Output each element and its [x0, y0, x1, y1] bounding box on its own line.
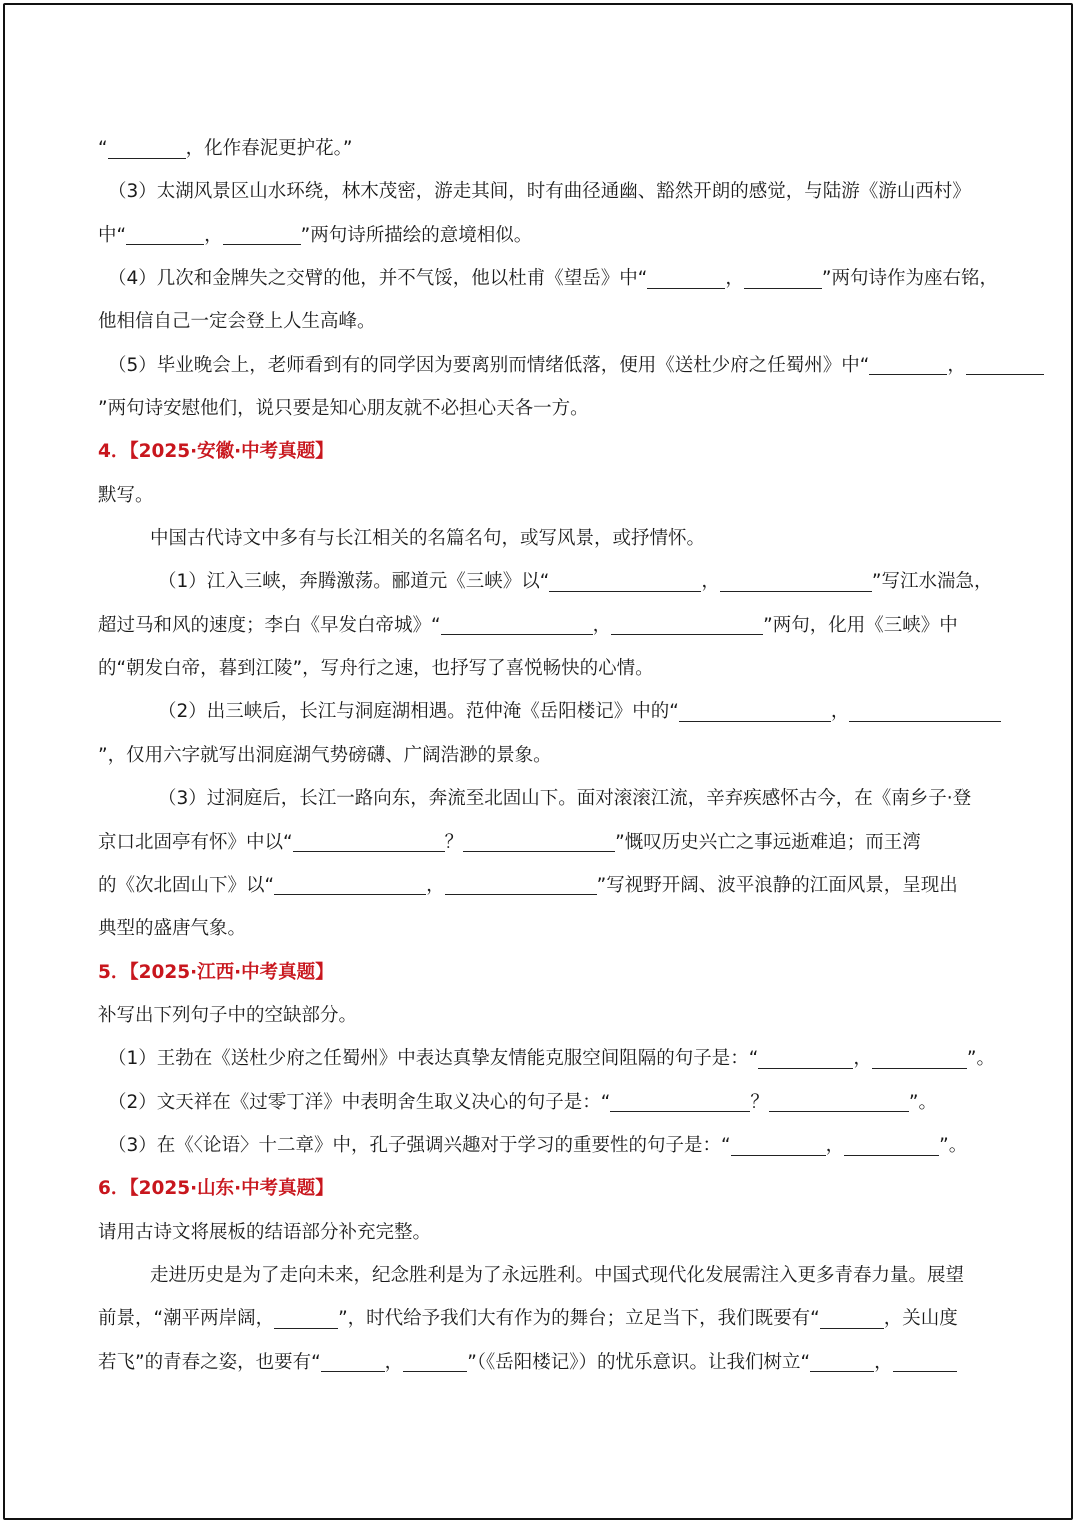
blank-line[interactable]: [274, 1308, 338, 1329]
text-line: 默写。: [98, 484, 154, 506]
text-line: （3）太湖风景区山水环绕，林木茂密，游走其间，时有曲径通幽、豁然开朗的感觉，与陆游《游山西村》: [108, 181, 971, 203]
blank-line[interactable]: [810, 1351, 874, 1372]
text-line: 中国古代诗文中多有与长江相关的名篇名句，或写风景，或抒情怀。: [150, 528, 706, 550]
blank-line[interactable]: [445, 874, 597, 895]
blank-line[interactable]: [720, 571, 872, 592]
text-line: （3）过洞庭后，长江一路向东，奔流至北固山下。面对滚滚江流，辛弃疾感怀古今，在《南乡子·登: [158, 788, 972, 810]
text-line: 请用古诗文将展板的结语部分补充完整。: [98, 1221, 432, 1243]
blank-line[interactable]: [549, 571, 701, 592]
text-line: 若飞”的青春之姿，也要有“ ， ”（《岳阳楼记》）的忧乐意识。让我们树立“ ，: [98, 1341, 1058, 1384]
text-line: “ ，化作春泥更护花。”: [98, 138, 353, 159]
exam-page: [98, 127, 1058, 1384]
text-line: ”两句诗安慰他们，说只要是知心朋友就不必担心天各一方。: [98, 398, 589, 420]
blank-line[interactable]: [293, 831, 445, 852]
text-line: （1）王勃在《送杜少府之任蜀州》中表达真挚友情能克服空间阻隔的句子是：“ ， ”。: [108, 1048, 995, 1070]
text-line: 典型的盛唐气象。: [98, 918, 247, 940]
blank-line[interactable]: [463, 831, 615, 852]
text-line: 补写出下列句子中的空缺部分。: [98, 1004, 358, 1026]
text-line: 他相信自己一定会登上人生高峰。: [98, 311, 376, 333]
question-header: 4．【2025·安徽·中考真题】: [98, 441, 334, 463]
text-line: （5）毕业晚会上，老师看到有的同学因为要离别而情绪低落，便用《送杜少府之任蜀州》中“ ，: [98, 344, 1058, 387]
blank-line[interactable]: [679, 701, 831, 722]
question-header: 6．【2025·山东·中考真题】: [98, 1178, 334, 1200]
blank-line[interactable]: [869, 354, 947, 375]
text-line: （1）江入三峡，奔腾激荡。郦道元《三峡》以“ ， ”写江水湍急，: [158, 571, 993, 593]
text-line: 超过马和风的速度；李白《早发白帝城》“ ， ”两句，化用《三峡》中: [98, 614, 958, 636]
blank-line[interactable]: [731, 1134, 826, 1155]
blank-line[interactable]: [321, 1351, 385, 1372]
blank-line[interactable]: [844, 1134, 939, 1155]
text-line: （3）在《〈论语〉十二章》中，孔子强调兴趣对于学习的重要性的句子是：“ ， ”。: [108, 1134, 968, 1156]
text-line: ”，仅用六字就写出洞庭湖气势磅礴、广阔浩渺的景象。: [98, 744, 552, 766]
blank-line[interactable]: [849, 701, 1001, 722]
text-line: 走进历史是为了走向未来，纪念胜利是为了永远胜利。中国式现代化发展需注入更多青春力量。展望: [150, 1264, 965, 1286]
question-header: 5．【2025·江西·中考真题】: [98, 961, 334, 983]
text-line: 京口北固亭有怀》中以“ ？ ”慨叹历史兴亡之事远逝难追；而王湾: [98, 831, 921, 853]
text-line: 的“朝发白帝，暮到江陵”，写舟行之速，也抒写了喜悦畅快的心情。: [98, 658, 654, 680]
text-line: （4）几次和金牌失之交臂的他，并不气馁，他以杜甫《望岳》中“ ， ”两句诗作为座右铭，: [108, 268, 998, 290]
blank-line[interactable]: [108, 137, 186, 158]
blank-line[interactable]: [274, 874, 426, 895]
blank-line[interactable]: [769, 1091, 909, 1112]
blank-line[interactable]: [441, 614, 593, 635]
blank-line[interactable]: [610, 1091, 750, 1112]
text-line: 中“ ， ”两句诗所描绘的意境相似。: [98, 224, 533, 246]
blank-line[interactable]: [758, 1048, 853, 1069]
text-line: （2）出三峡后，长江与洞庭湖相遇。范仲淹《岳阳楼记》中的“ ，: [98, 690, 1058, 733]
blank-line[interactable]: [744, 267, 822, 288]
blank-line[interactable]: [966, 354, 1044, 375]
blank-line[interactable]: [126, 224, 204, 245]
blank-line[interactable]: [223, 224, 301, 245]
blank-line[interactable]: [820, 1308, 884, 1329]
text-line: （2）文天祥在《过零丁洋》中表明舍生取义决心的句子是：“ ？ ”。: [108, 1091, 937, 1113]
text-line: 的《次北固山下》以“ ， ”写视野开阔、波平浪静的江面风景，呈现出: [98, 874, 958, 896]
blank-line[interactable]: [647, 267, 725, 288]
blank-line[interactable]: [403, 1351, 467, 1372]
blank-line[interactable]: [893, 1351, 957, 1372]
blank-line[interactable]: [611, 614, 763, 635]
text-line: 前景，“潮平两岸阔， ”，时代给予我们大有作为的舞台；立足当下，我们既要有“ ，关山度: [98, 1308, 958, 1330]
blank-line[interactable]: [872, 1048, 967, 1069]
